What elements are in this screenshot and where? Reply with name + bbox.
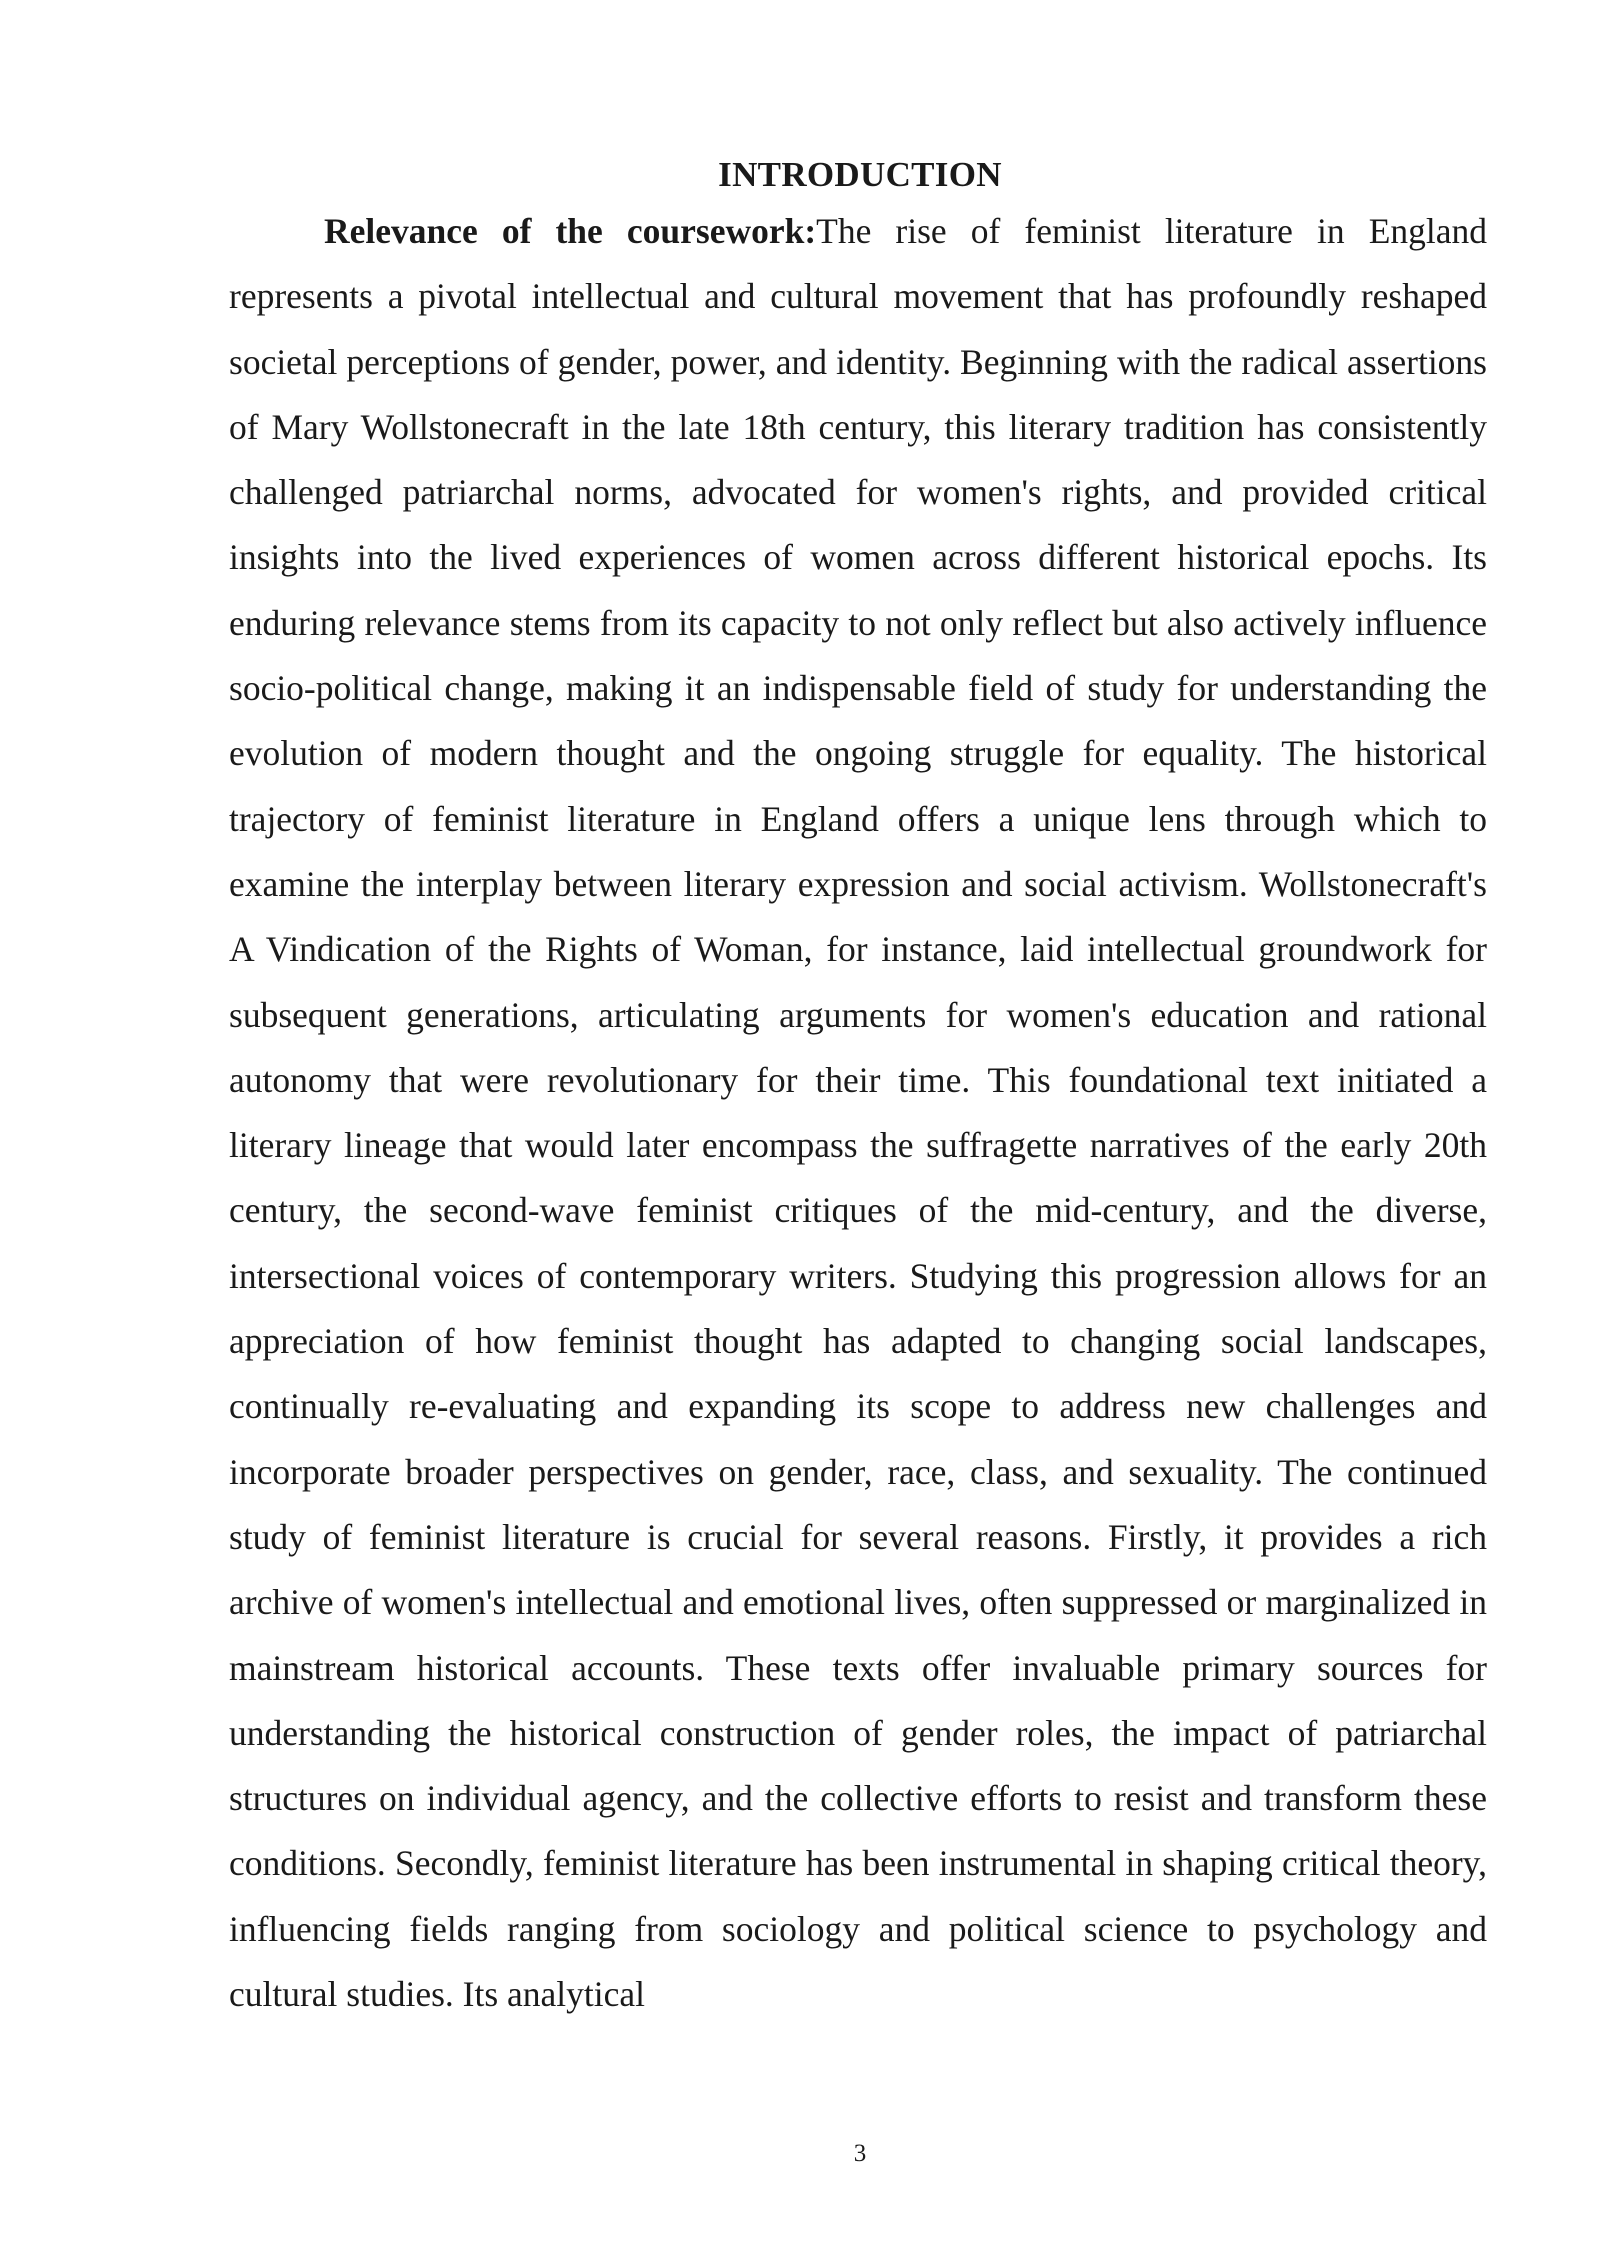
body-paragraph bbox=[229, 199, 1487, 2027]
page-number: 3 bbox=[853, 2140, 867, 2167]
section-heading: INTRODUCTION bbox=[718, 155, 1002, 194]
lead-label: Relevance of the coursework: bbox=[324, 211, 817, 251]
paragraph-text: The rise of feminist literature in England represents a pivotal intellectual and cultural movement that has profoundly reshaped societal perceptions of gender, power, and identity. Beginning with the radical assertions of Mary Wollstonecraft in the late 18th century, this literary tradition has consistently challenged patriarchal norms, advocated for women's rights, and provided critical insights into the lived experiences of women across different historical epochs. Its enduring relevance stems from its capacity to not only reflect but also actively influence socio-political change, making it an indispensable field of study for understanding the evolution of modern thought and the ongoing struggle for equality. The historical trajectory of feminist literature in England offers a unique lens through which to examine the interplay between literary expression and social activism. Wollstonecraft's A Vindication of the Rights of Woman, for instance, laid intellectual groundwork for subsequent generations, articulating arguments for women's education and rational autonomy that were revolutionary for their time. This foundational text initiated a literary lineage that would later encompass the suffragette narratives of the early 20th century, the second-wave feminist critiques of the mid-century, and the diverse, intersectional voices of contemporary writers. Studying this progression allows for an appreciation of how feminist thought has adapted to changing social landscapes, continually re-evaluating and expanding its scope to address new challenges and incorporate broader perspectives on gender, race, class, and sexuality. The continued study of feminist literature is crucial for several reasons. Firstly, it provides a rich archive of women's intellectual and emotional lives, often suppressed or marginalized in mainstream historical accounts. These texts offer invaluable primary sources for understanding the historical construction of gender roles, the impact of patriarchal structures on individual agency, and the collective efforts to resist and transform these conditions. Secondly, feminist literature has been instrumental in shaping critical theory, influencing fields ranging from sociology and political science to psychology and cultural studies. Its analytical bbox=[229, 211, 1487, 2015]
